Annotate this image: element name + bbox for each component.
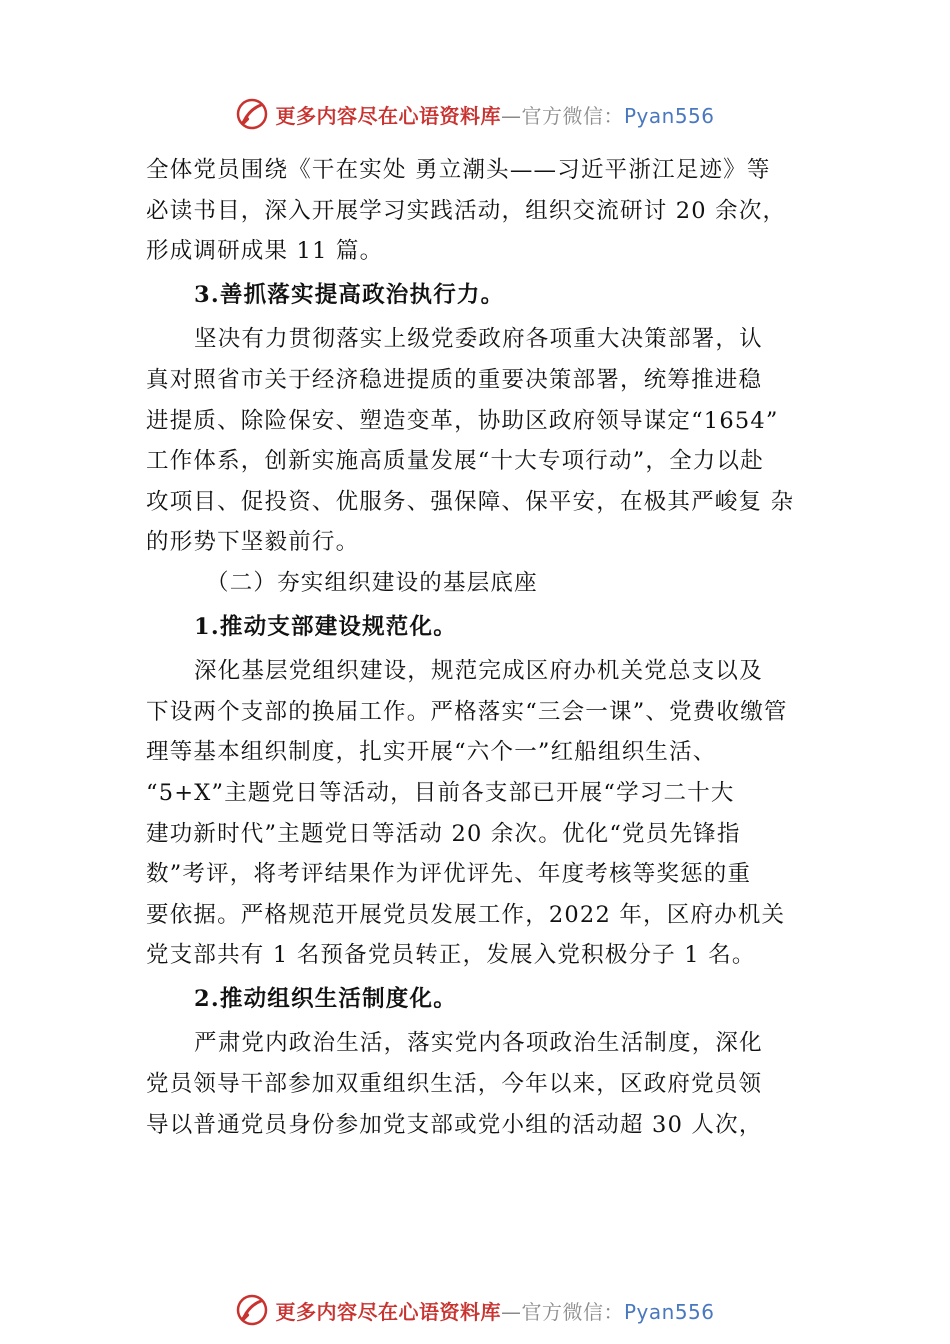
text-line: 严肃党内政治生活，落实党内各项政治生活制度，深化	[194, 1030, 763, 1057]
text-line: 建功新时代”主题党日等活动 20 余次。优化“党员先锋指	[146, 820, 741, 847]
text-line: 真对照省市关于经济稳进提质的重要决策部署，统筹推进稳	[146, 366, 763, 393]
text-line: 党员领导干部参加双重组织生活，今年以来，区政府党员领	[146, 1071, 763, 1098]
text-line: 理等基本组织制度，扎实开展“六个一”红船组织生活、	[146, 739, 717, 766]
text-line: 的形势下坚毅前行。	[146, 529, 360, 556]
text-line: 工作体系，创新实施高质量发展“十大专项行动”，全力以赴	[146, 448, 764, 475]
footer-banner	[0, 1290, 950, 1330]
text-line: 下设两个支部的换届工作。严格落实“三会一课”、党费收缴管	[146, 698, 788, 725]
text-line: 数”考评，将考评结果作为评优评先、年度考核等奖惩的重	[146, 861, 752, 888]
text-line: “5+X”主题党日等活动，目前各支部已开展“学习二十大	[146, 779, 735, 806]
text-line: 要依据。严格规范开展党员发展工作，2022 年，区府办机关	[146, 901, 786, 928]
text-line: 2.推动组织生活制度化。	[194, 985, 457, 1012]
banner-text: 更多内容尽在心语资料库—官方微信：Pyan556	[275, 1299, 715, 1324]
text-line: 导以普通党员身份参加党支部或党小组的活动超 30 人次，	[146, 1111, 763, 1138]
header-banner	[0, 94, 950, 134]
text-line: 3.善抓落实提高政治执行力。	[194, 281, 505, 308]
text-line: （二）夯实组织建设的基层底座	[206, 569, 538, 596]
document-body	[146, 150, 814, 1145]
text-line: 党支部共有 1 名预备党员转正，发展入党积极分子 1 名。	[146, 942, 756, 969]
paragraph	[146, 319, 814, 563]
text-line: 必读书目，深入开展学习实践活动，组织交流研讨 20 余次，	[146, 197, 787, 224]
subheading	[146, 979, 814, 1020]
brush-logo-icon	[235, 97, 269, 131]
brush-logo-icon	[235, 1293, 269, 1327]
text-line: 深化基层党组织建设，规范完成区府办机关党总支以及	[194, 658, 763, 685]
text-line: 全体党员围绕《干在实处 勇立潮头——习近平浙江足迹》等	[146, 157, 771, 183]
section-heading	[146, 563, 814, 604]
paragraph	[146, 1023, 814, 1145]
text-line: 进提质、除险保安、塑造变革，协助区政府领导谋定“1654”	[146, 407, 779, 434]
subheading	[146, 275, 814, 316]
paragraph	[146, 150, 814, 272]
banner-text: 更多内容尽在心语资料库—官方微信：Pyan556	[275, 103, 715, 128]
text-line: 坚决有力贯彻落实上级党委政府各项重大决策部署，认	[194, 326, 763, 353]
paragraph	[146, 651, 814, 976]
subheading	[146, 607, 814, 648]
text-line: 攻项目、促投资、优服务、强保障、保平安，在极其严峻复 杂	[146, 488, 795, 515]
text-line: 形成调研成果 11 篇。	[146, 238, 384, 265]
text-line: 1.推动支部建设规范化。	[194, 613, 457, 640]
